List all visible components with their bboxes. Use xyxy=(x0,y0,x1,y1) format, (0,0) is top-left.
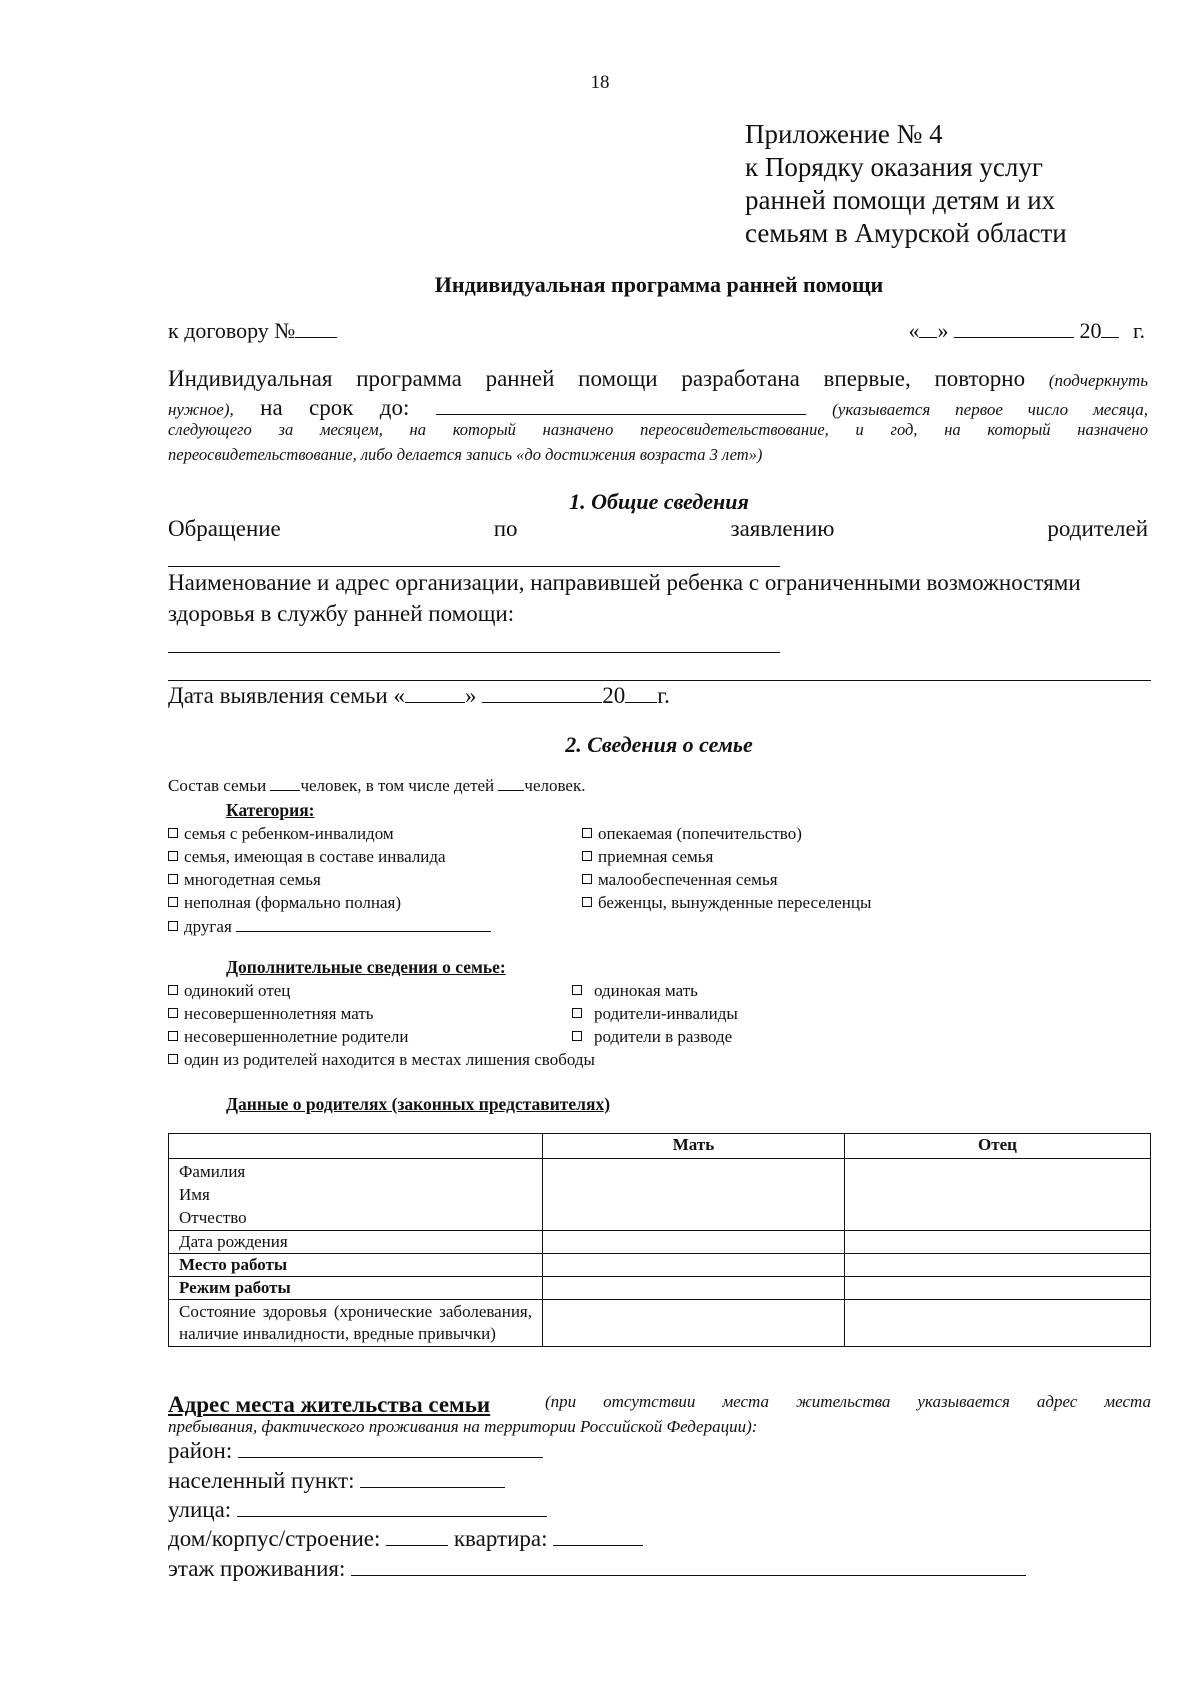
checkbox[interactable] xyxy=(168,874,178,884)
size-label: Состав семьи xyxy=(168,776,267,795)
checkbox[interactable] xyxy=(168,828,178,838)
checkbox[interactable] xyxy=(582,874,592,884)
intro-line xyxy=(168,395,1148,421)
category-option[interactable]: беженцы, вынужденные переселенцы xyxy=(582,893,871,913)
extra-option[interactable]: родители в разводе xyxy=(572,1027,732,1047)
appeal-line xyxy=(168,516,1148,542)
category-option[interactable]: многодетная семья xyxy=(168,870,321,890)
house-field[interactable] xyxy=(386,1529,448,1546)
document-title: Индивидуальная программа ранней помощи xyxy=(434,272,884,297)
family-size xyxy=(168,776,585,796)
row-label-health: Состояние здоровья (хронические заболевания, наличие инвалидности, вредные привычки) xyxy=(169,1300,543,1347)
category-heading: Категория: xyxy=(226,800,315,820)
district-line xyxy=(168,1438,543,1464)
parents-table xyxy=(168,1133,1151,1347)
year-field[interactable] xyxy=(1101,319,1119,338)
table-row xyxy=(169,1231,1151,1254)
table-header-row xyxy=(169,1134,1151,1159)
mother-fullname-cell[interactable] xyxy=(543,1159,845,1231)
mother-schedule-cell[interactable] xyxy=(543,1277,845,1300)
year-suffix: г. xyxy=(1132,318,1145,343)
appeal-input-line[interactable] xyxy=(168,566,780,567)
size-label: человек. xyxy=(524,776,586,795)
appeal-word: по xyxy=(493,516,518,541)
intro-note: (указывается первое число месяца, xyxy=(832,400,1149,419)
table-row xyxy=(169,1277,1151,1300)
apartment-label: квартира: xyxy=(453,1526,548,1551)
checkbox[interactable] xyxy=(572,1031,582,1041)
children-field[interactable] xyxy=(498,776,524,791)
contract-number xyxy=(168,318,337,344)
contract-date xyxy=(908,318,1145,344)
appendix-line: ранней помощи детям и их xyxy=(745,185,1056,215)
district-label: район: xyxy=(168,1438,233,1463)
father-birth-cell[interactable] xyxy=(845,1231,1151,1254)
appendix-block xyxy=(745,118,1067,250)
district-field[interactable] xyxy=(238,1441,543,1458)
intro-line: следующего за месяцем, на который назначено переосвидетельствование, и год, на который назначено xyxy=(168,420,1148,439)
detection-date xyxy=(168,683,670,709)
section-heading: 1. Общие сведения xyxy=(569,489,749,514)
date-close-quote: » xyxy=(937,318,949,343)
checkbox[interactable] xyxy=(582,828,592,838)
checkbox[interactable] xyxy=(168,921,178,931)
father-work-cell[interactable] xyxy=(845,1254,1151,1277)
category-option[interactable]: приемная семья xyxy=(582,847,713,867)
parents-heading: Данные о родителях (законных представителях) xyxy=(226,1094,611,1114)
intro-line xyxy=(168,366,1148,392)
org-line: Наименование и адрес организации, направившей ребенка с ограниченными возможностями xyxy=(168,570,1081,595)
detect-year-field[interactable] xyxy=(625,684,657,703)
category-other-field[interactable] xyxy=(236,919,491,932)
father-health-cell[interactable] xyxy=(845,1300,1151,1347)
checkbox[interactable] xyxy=(572,1008,582,1018)
row-label-schedule: Режим работы xyxy=(169,1277,543,1300)
checkbox[interactable] xyxy=(168,851,178,861)
extra-option[interactable]: одинокий отец xyxy=(168,981,290,1001)
house-label: дом/корпус/строение: xyxy=(168,1526,381,1551)
detect-month-field[interactable] xyxy=(482,684,602,703)
org-input-line[interactable] xyxy=(168,680,1151,681)
checkbox[interactable] xyxy=(572,985,582,995)
detect-suffix: г. xyxy=(657,683,670,708)
term-field[interactable] xyxy=(436,396,806,415)
appendix-line: к Порядку оказания услуг xyxy=(745,152,1043,182)
detect-day-field[interactable] xyxy=(405,684,465,703)
appeal-word: Обращение xyxy=(168,516,281,541)
detect-year: 20 xyxy=(602,683,626,708)
checkbox[interactable] xyxy=(168,1031,178,1041)
apartment-field[interactable] xyxy=(553,1529,643,1546)
intro-text: Индивидуальная программа ранней помощи разработана впервые, повторно xyxy=(168,366,1026,391)
address-note: (при отсутствии места жительства указывается адрес места xyxy=(545,1392,1151,1411)
father-schedule-cell[interactable] xyxy=(845,1277,1151,1300)
detect-close: » xyxy=(464,683,477,708)
intro-note: (подчеркнуть xyxy=(1048,371,1148,390)
checkbox[interactable] xyxy=(168,897,178,907)
street-label: улица: xyxy=(168,1497,232,1522)
extra-option[interactable]: родители-инвалиды xyxy=(572,1004,738,1024)
locality-field[interactable] xyxy=(360,1471,505,1488)
address-note: пребывания, фактического проживания на территории Российской Федерации): xyxy=(168,1417,758,1436)
members-field[interactable] xyxy=(270,776,300,791)
floor-field[interactable] xyxy=(351,1559,1026,1576)
table-header-father: Отец xyxy=(845,1134,1151,1159)
extra-option[interactable]: одинокая мать xyxy=(572,981,698,1001)
extra-option[interactable]: несовершеннолетние родители xyxy=(168,1027,408,1047)
street-line xyxy=(168,1497,547,1523)
category-option[interactable]: другая xyxy=(168,917,491,937)
row-label-work: Место работы xyxy=(169,1254,543,1277)
month-field[interactable] xyxy=(954,319,1074,338)
table-header-mother: Мать xyxy=(543,1134,845,1159)
category-option[interactable]: семья, имеющая в составе инвалида xyxy=(168,847,446,867)
date-open-quote: « xyxy=(908,318,920,343)
category-option[interactable]: семья с ребенком-инвалидом xyxy=(168,824,394,844)
intro-text: на срок до: xyxy=(260,395,410,420)
contract-number-field[interactable] xyxy=(295,319,337,338)
table-row xyxy=(169,1254,1151,1277)
category-option[interactable]: опекаемая (попечительство) xyxy=(582,824,802,844)
checkbox[interactable] xyxy=(168,1054,178,1064)
appendix-line: семьям в Амурской области xyxy=(745,218,1067,248)
checkbox[interactable] xyxy=(168,985,178,995)
category-option[interactable]: неполная (формально полная) xyxy=(168,893,401,913)
floor-label: этаж проживания: xyxy=(168,1556,346,1581)
father-fullname-cell[interactable] xyxy=(845,1159,1151,1231)
appendix-line: Приложение № 4 xyxy=(745,119,943,149)
year-prefix: 20 xyxy=(1079,318,1102,343)
locality-line xyxy=(168,1468,505,1494)
address-heading xyxy=(168,1392,490,1418)
org-input-line[interactable] xyxy=(168,652,780,653)
row-label-fullname: Фамилия Имя Отчество xyxy=(169,1159,543,1231)
locality-label: населенный пункт: xyxy=(168,1468,355,1493)
street-field[interactable] xyxy=(237,1500,547,1517)
org-line: здоровья в службу ранней помощи: xyxy=(168,601,515,626)
contract-label: к договору № xyxy=(168,318,296,343)
table-row xyxy=(169,1300,1151,1347)
table-row xyxy=(169,1159,1151,1231)
page-number: 18 xyxy=(590,72,610,93)
table-header-empty xyxy=(169,1134,543,1159)
intro-line: переосвидетельствование, либо делается запись «до достижения возраста 3 лет») xyxy=(168,445,763,464)
extra-option[interactable]: несовершеннолетняя мать xyxy=(168,1004,374,1024)
intro-note: нужное), xyxy=(168,400,234,419)
extra-option[interactable]: один из родителей находится в местах лишения свободы xyxy=(168,1050,595,1070)
appeal-word: заявлению xyxy=(730,516,835,541)
section-heading: 2. Сведения о семье xyxy=(565,732,753,757)
mother-work-cell[interactable] xyxy=(543,1254,845,1277)
day-field[interactable] xyxy=(919,319,937,338)
mother-health-cell[interactable] xyxy=(543,1300,845,1347)
extra-info-heading: Дополнительные сведения о семье: xyxy=(226,957,506,977)
size-label: человек, в том числе детей xyxy=(300,776,495,795)
mother-birth-cell[interactable] xyxy=(543,1231,845,1254)
detect-label: Дата выявления семьи « xyxy=(168,683,405,708)
floor-line xyxy=(168,1556,1026,1582)
checkbox[interactable] xyxy=(582,851,592,861)
row-label-birth: Дата рождения xyxy=(169,1231,543,1254)
address-heading-label: Адрес места жительства семьи xyxy=(168,1392,491,1417)
house-line xyxy=(168,1526,643,1552)
appeal-word: родителей xyxy=(1047,516,1149,541)
checkbox[interactable] xyxy=(582,897,592,907)
category-option[interactable]: малообеспеченная семья xyxy=(582,870,778,890)
checkbox[interactable] xyxy=(168,1008,178,1018)
